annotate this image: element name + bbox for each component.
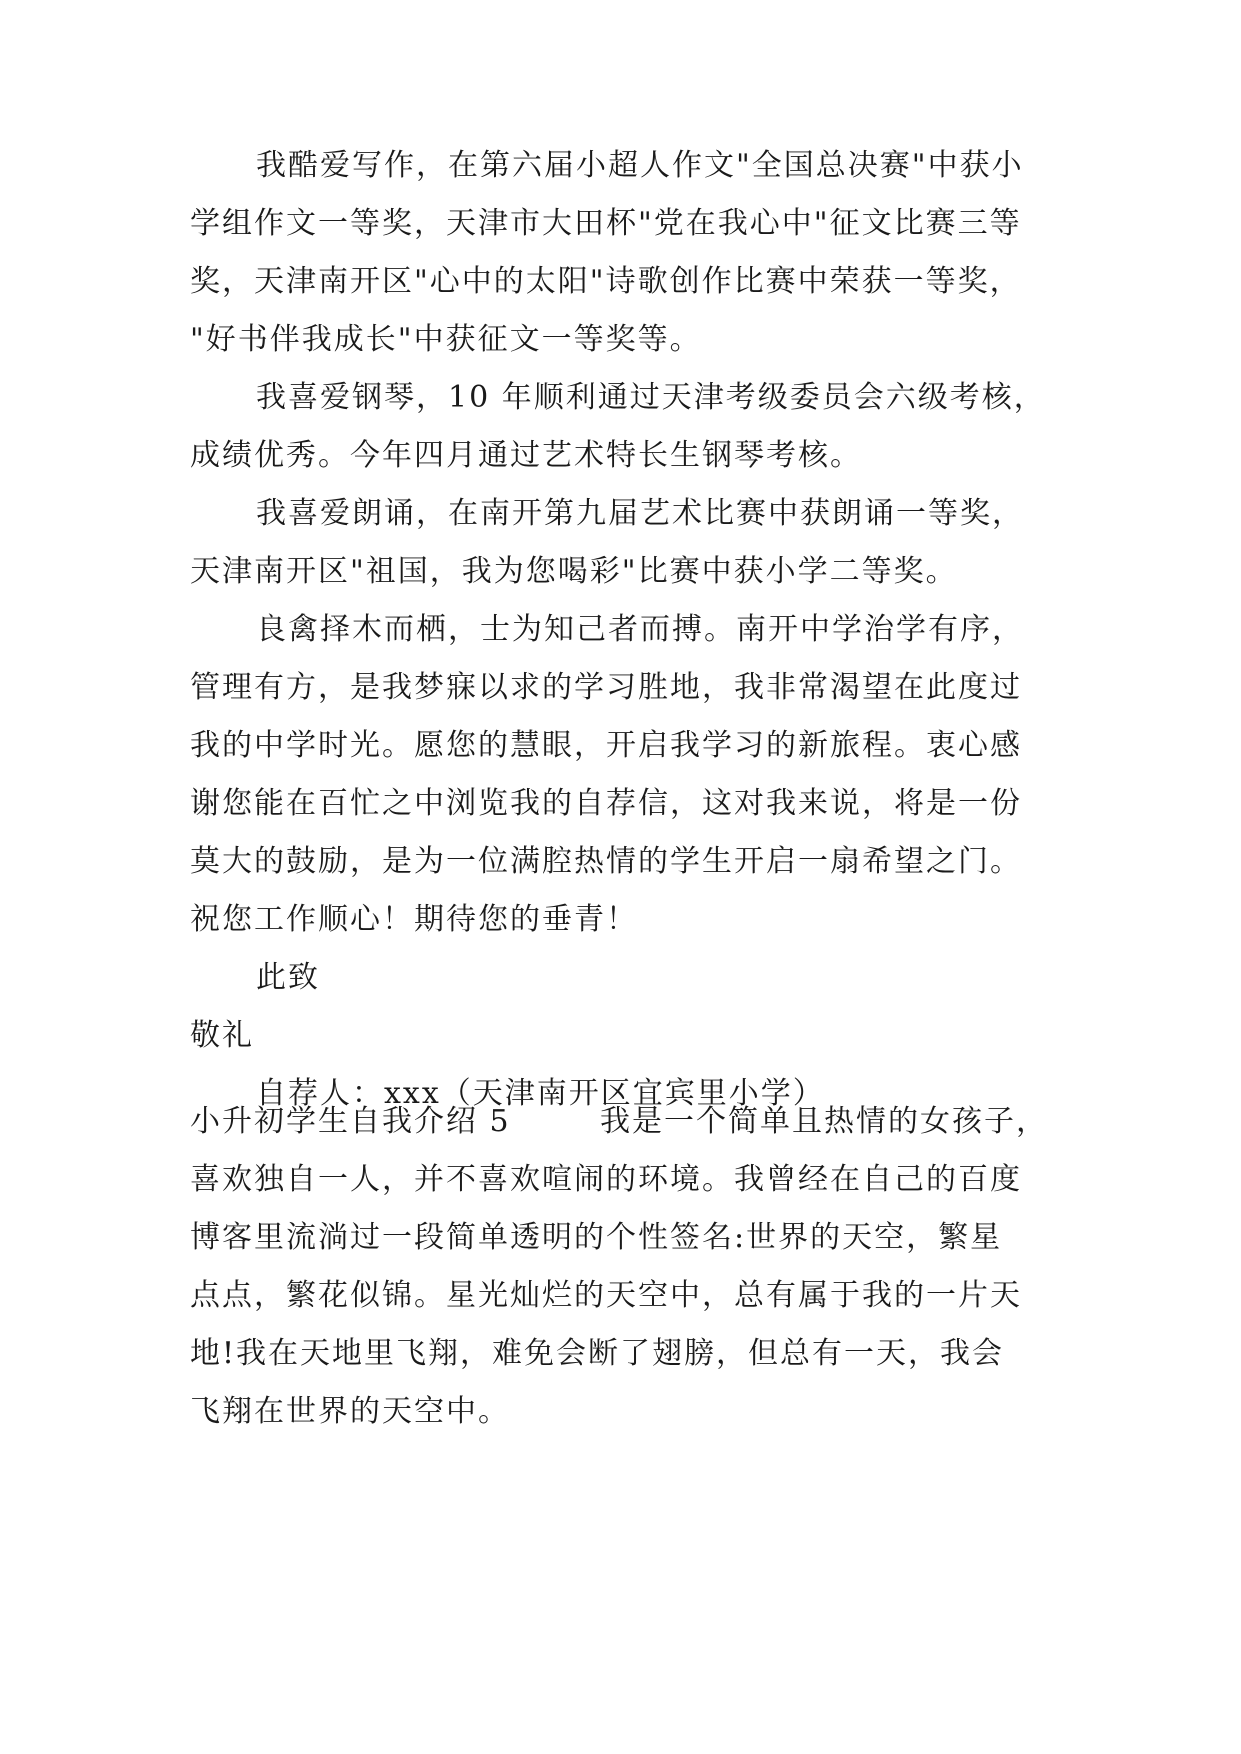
paragraph-writing-line: 奖，天津南开区"心中的太阳"诗歌创作比赛中荣获一等奖， bbox=[190, 264, 1022, 299]
paragraph-writing-line: 学组作文一等奖，天津市大田杯"党在我心中"征文比赛三等 bbox=[190, 206, 1022, 241]
section-5-line: 飞翔在世界的天空中。 bbox=[190, 1394, 510, 1429]
paragraph-piano-line: 我喜爱钢琴，10 年顺利通过天津考级委员会六级考核， bbox=[256, 380, 1046, 415]
paragraph-recitation-line: 我喜爱朗诵，在南开第九届艺术比赛中获朗诵一等奖， bbox=[256, 496, 1024, 531]
paragraph-closing-line: 莫大的鼓励，是为一位满腔热情的学生开启一扇希望之门。 bbox=[190, 844, 1022, 879]
salutation-jingli: 敬礼 bbox=[190, 1018, 254, 1053]
section-5-line: 点点，繁花似锦。星光灿烂的天空中，总有属于我的一片天 bbox=[190, 1278, 1022, 1313]
section-5-line: 地!我在天地里飞翔，难免会断了翅膀，但总有一天，我会 bbox=[190, 1336, 1005, 1371]
section-5-line: 博客里流淌过一段简单透明的个性签名:世界的天空，繁星 bbox=[190, 1220, 1003, 1255]
letter-body bbox=[190, 137, 1070, 1123]
paragraph-writing-line: "好书伴我成长"中获征文一等奖等。 bbox=[190, 322, 702, 357]
section-5 bbox=[190, 1093, 1070, 1441]
paragraph-piano-line: 成绩优秀。今年四月通过艺术特长生钢琴考核。 bbox=[190, 438, 862, 473]
paragraph-closing-line: 祝您工作顺心！期待您的垂青！ bbox=[190, 902, 638, 937]
paragraph-closing-line: 良禽择木而栖，士为知己者而搏。南开中学治学有序， bbox=[256, 612, 1024, 647]
section-5-first-line bbox=[190, 1093, 1070, 1151]
section-5-first-line-text: 我是一个简单且热情的女孩子， bbox=[600, 1104, 1048, 1139]
section-5-line: 喜欢独自一人，并不喜欢喧闹的环境。我曾经在自己的百度 bbox=[190, 1162, 1022, 1197]
signature-line: 自荐人：xxx（天津南开区宜宾里小学） bbox=[256, 1076, 825, 1111]
paragraph-closing-line: 谢您能在百忙之中浏览我的自荐信，这对我来说，将是一份 bbox=[190, 786, 1022, 821]
paragraph-closing-line: 我的中学时光。愿您的慧眼，开启我学习的新旅程。衷心感 bbox=[190, 728, 1022, 763]
salutation-cizhi: 此致 bbox=[256, 960, 320, 995]
paragraph-writing-line: 我酷爱写作，在第六届小超人作文"全国总决赛"中获小 bbox=[256, 148, 1024, 183]
paragraph-recitation-line: 天津南开区"祖国，我为您喝彩"比赛中获小学二等奖。 bbox=[190, 554, 958, 589]
paragraph-closing-line: 管理有方，是我梦寐以求的学习胜地，我非常渴望在此度过 bbox=[190, 670, 1022, 705]
section-5-title: 小升初学生自我介绍 5 bbox=[190, 1104, 511, 1139]
